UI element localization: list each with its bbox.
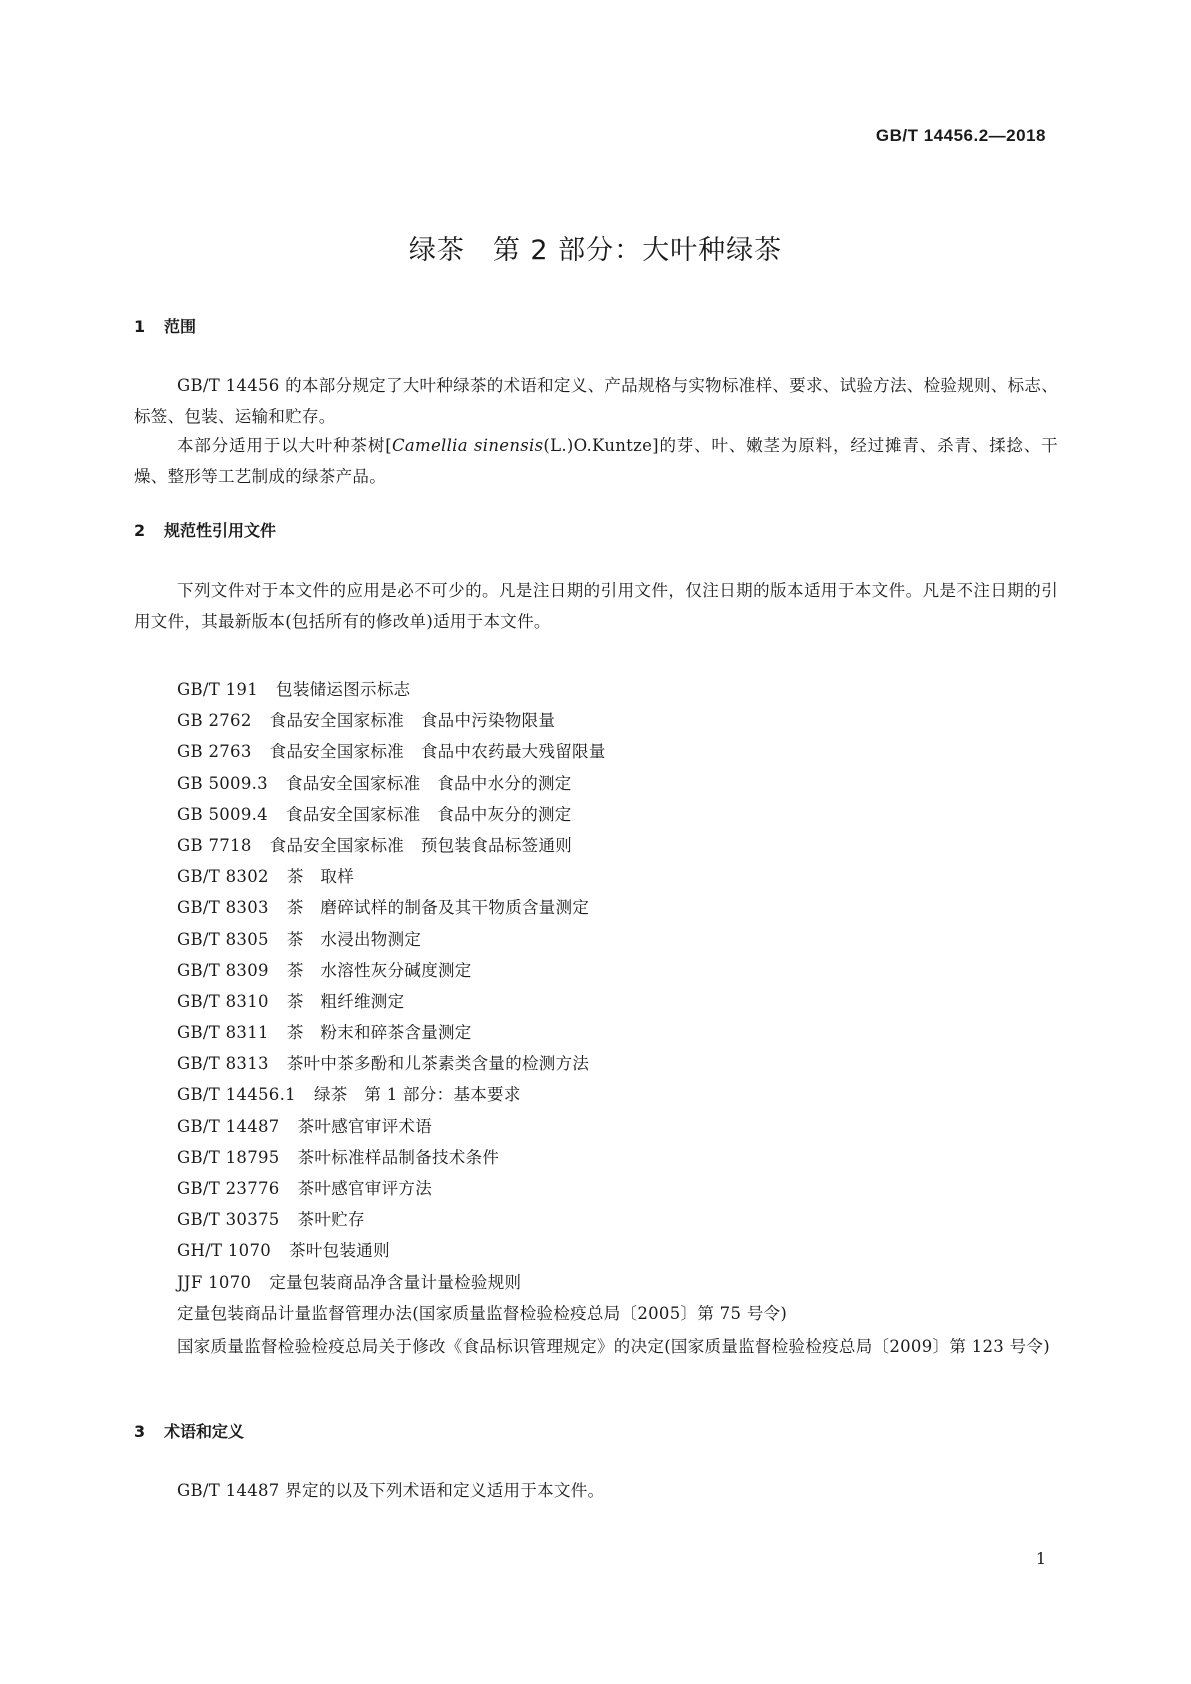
reference-item: [177, 799, 1057, 830]
reference-title: 茶 磨碎试样的制备及其干物质含量测定: [286, 898, 590, 918]
reference-item: [177, 1235, 1057, 1266]
reference-title: 茶 粗纤维测定: [286, 991, 405, 1011]
reference-code: GB 2763: [177, 742, 252, 762]
reference-code: GB/T 8302: [177, 867, 269, 887]
reference-list: [177, 674, 1057, 1329]
reference-code: GB/T 8303: [177, 898, 269, 918]
reference-title: 茶叶中茶多酚和儿茶素类含量的检测方法: [286, 1054, 590, 1074]
reference-code: GB/T 23776: [177, 1179, 280, 1198]
reference-item: [177, 1173, 1057, 1204]
reference-title: 茶叶标准样品制备技术条件: [297, 1147, 500, 1167]
reference-code: GB/T 14487: [177, 1116, 280, 1136]
reference-item: [177, 1267, 1057, 1298]
document-title: 绿茶 第 2 部分：大叶种绿茶: [408, 235, 783, 266]
normative-intro: 下列文件对于本文件的应用是必不可少的。凡是注日期的引用文件，仅注日期的版本适用于本文件。凡是不注日期的引用文件，其最新版本(包括所有的修改单)适用于本文件。: [134, 581, 1058, 631]
page-number: 1: [1035, 1549, 1046, 1568]
reference-item: [177, 861, 1057, 892]
reference-code: GB 5009.3: [177, 773, 268, 793]
reference-item: [177, 955, 1057, 986]
reference-code: GB/T 191: [177, 680, 259, 699]
reference-code: GB/T 14456.1: [177, 1085, 296, 1105]
reference-item: [177, 674, 1057, 705]
section-heading-normative: [134, 518, 276, 541]
reference-title: 茶叶贮存: [297, 1210, 365, 1230]
reference-title: 茶 水浸出物测定: [286, 929, 422, 949]
reference-title: 食品安全国家标准 预包装食品标签通则: [269, 835, 573, 855]
reference-item: [177, 892, 1057, 923]
scope-text-after: (L.)O.Kuntze]的芽、叶、嫩茎为原料，经过摊青、杀青、揉捻、干燥、整形等工艺制成的绿茶产品。: [134, 436, 1058, 486]
reference-item: [177, 1204, 1057, 1235]
reference-code: GB/T 8305: [177, 929, 269, 949]
reference-code: GB/T 18795: [177, 1147, 280, 1167]
reference-title: 食品安全国家标准 食品中水分的测定: [286, 773, 572, 793]
reference-item: [177, 1048, 1057, 1079]
reference-item: [177, 1017, 1057, 1048]
section-number: 1: [134, 317, 146, 336]
reference-code: GB/T 8313: [177, 1054, 269, 1074]
reference-item: [177, 1142, 1057, 1173]
terms-intro: GB/T 14487 界定的以及下列术语和定义适用于本文件。: [177, 1481, 605, 1500]
reference-item: [177, 986, 1057, 1017]
reference-item: [177, 768, 1057, 799]
reference-item: [177, 1111, 1057, 1142]
reference-code: GB/T 8311: [177, 1023, 269, 1043]
reference-code: GB/T 30375: [177, 1210, 280, 1230]
scope-paragraph-1: GB/T 14456 的本部分规定了大叶种绿茶的术语和定义、产品规格与实物标准样、要求、试验方法、检验规则、标志、标签、包装、运输和贮存。: [134, 376, 1058, 426]
reference-item: [177, 736, 1057, 767]
reference-item: [177, 1079, 1057, 1110]
reference-title: 茶 水溶性灰分碱度测定: [286, 960, 472, 980]
reference-title: 茶 粉末和碎茶含量测定: [286, 1023, 472, 1043]
reference-item: [177, 705, 1057, 736]
reference-code: GB 2762: [177, 711, 252, 731]
reference-item: [177, 924, 1057, 955]
reference-title: 定量包装商品净含量计量检验规则: [269, 1272, 522, 1292]
reference-title: 茶叶感官审评术语: [297, 1116, 433, 1136]
section-heading-scope: [134, 314, 196, 337]
section-number: 2: [134, 521, 146, 540]
reference-item: [177, 830, 1057, 861]
section-title: 术语和定义: [164, 1422, 245, 1441]
reference-code: GB/T 8310: [177, 991, 269, 1011]
section-heading-terms: [134, 1419, 244, 1442]
scope-text-before: 本部分适用于以大叶种茶树[: [177, 436, 392, 455]
reference-title: 食品安全国家标准 食品中灰分的测定: [286, 804, 572, 824]
standard-number: GB/T 14456.2—2018: [875, 126, 1046, 145]
reference-title: 绿茶 第 1 部分：基本要求: [313, 1085, 521, 1105]
reference-extra-1: 定量包装商品计量监督管理办法(国家质量监督检验检疫总局〔2005〕第 75 号令): [177, 1303, 788, 1323]
reference-code: GB/T 8309: [177, 960, 269, 980]
reference-code: GH/T 1070: [177, 1241, 272, 1261]
scope-paragraph-2: [134, 430, 1058, 492]
reference-title: 茶 取样: [286, 867, 355, 887]
reference-title: 茶叶感官审评方法: [297, 1179, 433, 1198]
section-title: 范围: [164, 317, 197, 336]
reference-title: 食品安全国家标准 食品中农药最大残留限量: [269, 742, 606, 762]
scope-latin-name: Camellia sinensis: [391, 436, 544, 455]
reference-extra-2: 国家质量监督检验检疫总局关于修改《食品标识管理规定》的决定(国家质量监督检验检疫总局〔2009〕第 123 号令): [177, 1337, 1050, 1356]
reference-code: JJF 1070: [177, 1272, 252, 1292]
reference-code: GB 7718: [177, 835, 252, 855]
reference-title: 包装储运图示标志: [276, 680, 411, 699]
section-number: 3: [134, 1422, 146, 1441]
reference-title: 茶叶包装通则: [289, 1241, 390, 1261]
section-title: 规范性引用文件: [164, 521, 277, 540]
reference-code: GB 5009.4: [177, 804, 268, 824]
reference-title: 食品安全国家标准 食品中污染物限量: [269, 711, 556, 731]
